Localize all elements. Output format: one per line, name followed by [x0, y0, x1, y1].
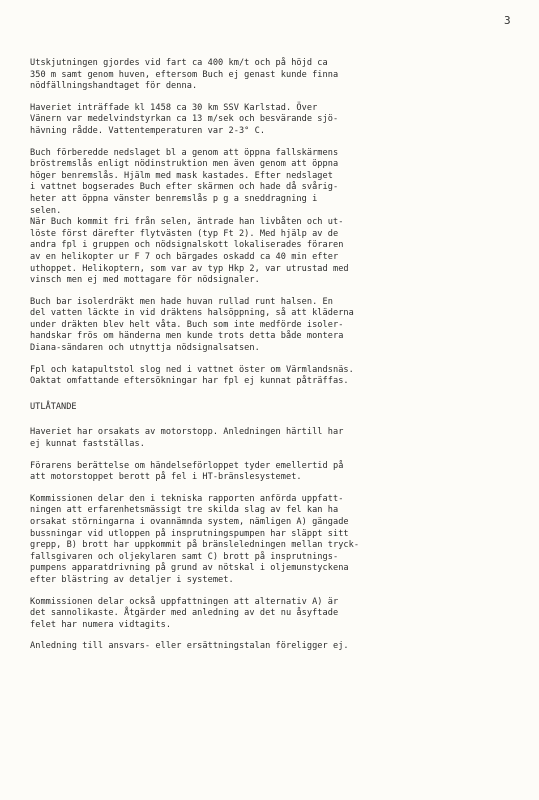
text-line: uthoppet. Helikoptern, som var av typ Hkp 2, var utrustad med: [30, 263, 349, 274]
text-line: ningen att erfarenhetsmässigt tre skilda slag av fel kan ha: [30, 505, 339, 516]
paragraph: [30, 58, 520, 93]
text-line: Kommissionen delar också uppfattningen att alternativ A) är: [30, 596, 339, 607]
text-line: Anledning till ansvars- eller ersättningstalan föreligger ej.: [30, 641, 349, 652]
paragraph: [30, 461, 520, 484]
text-line: vinsch men ej med mottagare för nödsignaler.: [30, 275, 260, 286]
text-line: Fpl och katapultstol slog ned i vattnet öster om Värmlandsnäs.: [30, 364, 354, 375]
paragraph: [30, 597, 520, 632]
page-number: 3: [504, 14, 511, 27]
text-line: Buch förberedde nedslaget bl a genom att öppna fallskärmens: [30, 147, 339, 158]
text-line: att motorstoppet berott på fel i HT-bränslesystemet.: [30, 472, 302, 483]
text-line: det sannolikaste. Åtgärder med anledning av det nu åsyftade: [30, 608, 339, 619]
report-section: [30, 58, 520, 388]
text-line: bussningar vid utloppen på insprutningspumpen har släppt sitt: [30, 528, 349, 539]
text-line: Utskjutningen gjordes vid fart ca 400 km/t och på höjd ca: [30, 58, 328, 68]
text-line: ej kunnat fastställas.: [30, 439, 145, 450]
text-line: Förarens berättelse om händelseförloppet tyder emellertid på: [30, 460, 344, 471]
text-line: under dräkten blev helt våta. Buch som inte medförde isoler-: [30, 319, 344, 330]
text-line: efter blästring av detaljer i systemet.: [30, 574, 234, 585]
paragraph: [30, 297, 520, 355]
text-line: Buch bar isolerdräkt men hade huvan rullad runt halsen. En: [30, 296, 333, 307]
text-line: hävning rådde. Vattentemperaturen var 2-3° C.: [30, 125, 266, 136]
conclusion-section: [30, 427, 520, 653]
text-line: höger benremslås. Hjälm med mask kastades. Efter nedslaget: [30, 170, 333, 181]
text-line: heter att öppna vänster benremslås p g a sneddragning i: [30, 193, 318, 204]
paragraph: [30, 365, 520, 388]
text-line: fallsgivaren och oljekylaren samt C) brott på insprutnings-: [30, 551, 339, 562]
text-line: nödfällningshandtaget för denna.: [30, 81, 198, 92]
text-line: av en helikopter ur F 7 och bärgades oskadd ca 40 min efter: [30, 251, 339, 262]
text-line: del vatten läckte in vid dräktens halsöppning, så att kläderna: [30, 308, 354, 319]
text-line: löste först därefter flytvästen (typ Ft 2). Med hjälp av de: [30, 228, 339, 239]
paragraph: [30, 103, 520, 138]
text-line: bröstremslås enligt nödinstruktion men även genom att öppna: [30, 159, 339, 170]
text-line: selen.: [30, 205, 62, 216]
paragraph: [30, 427, 520, 450]
paragraph: [30, 641, 520, 653]
paragraph: [30, 494, 520, 587]
text-line: Haveriet inträffade kl 1458 ca 30 km SSV Karlstad. Över: [30, 102, 318, 113]
text-line: Oaktat omfattande eftersökningar har fpl ej kunnat påträffas.: [30, 376, 349, 387]
text-line: andra fpl i gruppen och nödsignalskott lokaliserades föraren: [30, 240, 344, 251]
text-line: i vattnet bogserades Buch efter skärmen och hade då svårig-: [30, 182, 339, 193]
text-line: Haveriet har orsakats av motorstopp. Anledningen härtill har: [30, 427, 344, 438]
text-line: felet har numera vidtagits.: [30, 619, 172, 630]
paragraph: [30, 148, 520, 287]
text-line: När Buch kommit fri från selen, äntrade han livbåten och ut-: [30, 217, 344, 228]
text-line: 350 m samt genom huven, eftersom Buch ej genast kunde finna: [30, 69, 339, 80]
document-body: [30, 58, 520, 663]
text-line: grepp, B) brott har uppkommit på bränsleledningen mellan tryck-: [30, 540, 360, 551]
text-line: pumpens apparatdrivning på grund av nötskal i oljemunstyckena: [30, 563, 349, 574]
text-line: Vänern var medelvindstyrkan ca 13 m/sek och besvärande sjö-: [30, 114, 339, 125]
text-line: handskar frös om händerna men kunde trots detta både montera: [30, 331, 344, 342]
section-heading: UTLÅTANDE: [30, 401, 77, 412]
text-line: Kommissionen delar den i tekniska rapporten anförda uppfatt-: [30, 493, 344, 504]
text-line: Diana-sändaren och utnyttja nödsignalsatsen.: [30, 343, 260, 354]
text-line: orsakat störningarna i ovannämnda system, nämligen A) gängade: [30, 517, 349, 527]
